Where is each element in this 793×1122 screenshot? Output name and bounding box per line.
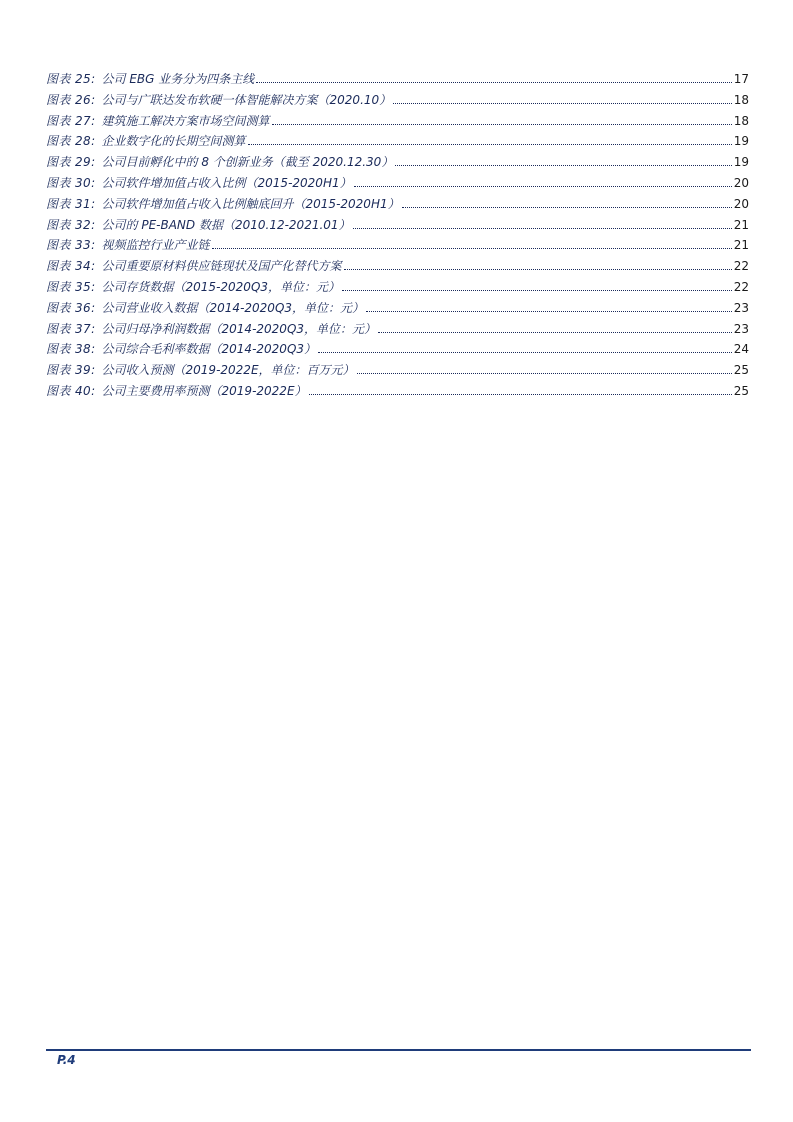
- toc-entry[interactable]: [46, 194, 749, 215]
- toc-leader-dots: [318, 352, 732, 353]
- toc-entry-title: 公司的 PE-BAND 数据（2010.12-2021.01）: [101, 217, 351, 232]
- toc-leader-dots: [353, 228, 732, 229]
- toc-entry-page: 20: [733, 175, 749, 190]
- toc-leader-dots: [248, 144, 732, 145]
- toc-entry-title: 公司重要原材料供应链现状及国产化替代方案: [101, 259, 342, 274]
- toc-entry-title: 公司软件增加值占收入比例（2015-2020H1）: [101, 175, 352, 190]
- toc-entry-page: 25: [733, 363, 749, 378]
- toc-entry[interactable]: [46, 173, 749, 194]
- toc-entry-page: 18: [733, 92, 749, 107]
- toc-leader-dots: [342, 290, 732, 291]
- toc-entry[interactable]: [46, 360, 749, 381]
- toc-entry-title: 企业数字化的长期空间测算: [101, 134, 246, 149]
- toc-entry-label: 图表 32:: [46, 217, 96, 232]
- toc-entry-title: 视频监控行业产业链: [101, 238, 210, 253]
- toc-entry-title: 公司收入预测（2019-2022E，单位：百万元）: [101, 363, 355, 378]
- toc-entry[interactable]: [46, 90, 749, 111]
- toc-entry-title: 公司与广联达发布软硬一体智能解决方案（2020.10）: [101, 92, 392, 107]
- toc-entry-title: 公司目前孵化中的 8 个创新业务（截至 2020.12.30）: [101, 155, 394, 170]
- toc-entry-page: 22: [733, 279, 749, 294]
- toc-entry[interactable]: [46, 235, 749, 256]
- toc-entry-page: 17: [733, 72, 749, 86]
- toc-leader-dots: [402, 207, 732, 208]
- toc-entry-label: 图表 37:: [46, 321, 96, 336]
- toc-entry-label: 图表 28:: [46, 134, 96, 149]
- toc-entry-title: 公司 EBG 业务分为四条主线: [101, 72, 255, 86]
- toc-leader-dots: [357, 373, 732, 374]
- toc-leader-dots: [366, 311, 732, 312]
- toc-entry-label: 图表 38:: [46, 342, 96, 357]
- toc-entry-title: 公司软件增加值占收入比例触底回升（2015-2020H1）: [101, 196, 400, 211]
- toc-entry-title: 公司营业收入数据（2014-2020Q3，单位：元）: [101, 300, 365, 315]
- toc-entry-label: 图表 36:: [46, 300, 96, 315]
- toc-entry-label: 图表 35:: [46, 279, 96, 294]
- toc-entry[interactable]: [46, 339, 749, 360]
- toc-entry-page: 21: [733, 217, 749, 232]
- footer-divider: [46, 1049, 751, 1051]
- toc-entry-label: 图表 34:: [46, 259, 96, 274]
- toc-leader-dots: [378, 332, 732, 333]
- toc-entry-title: 建筑施工解决方案市场空间测算: [101, 113, 270, 128]
- toc-entry-title: 公司存货数据（2015-2020Q3，单位：元）: [101, 279, 341, 294]
- toc-entry-label: 图表 27:: [46, 113, 96, 128]
- toc-entry[interactable]: [46, 277, 749, 298]
- toc-entry-title: 公司归母净利润数据（2014-2020Q3，单位：元）: [101, 321, 377, 336]
- toc-entry-page: 23: [733, 321, 749, 336]
- toc-entry-page: 19: [733, 155, 749, 170]
- toc-leader-dots: [354, 186, 732, 187]
- toc-entry-label: 图表 39:: [46, 363, 96, 378]
- table-of-figures: [46, 69, 749, 402]
- toc-entry-page: 19: [733, 134, 749, 149]
- toc-entry[interactable]: [46, 69, 749, 90]
- toc-entry-page: 21: [733, 238, 749, 253]
- toc-entry[interactable]: [46, 319, 749, 340]
- toc-entry-label: 图表 40:: [46, 383, 96, 398]
- toc-leader-dots: [393, 103, 732, 104]
- toc-entry[interactable]: [46, 131, 749, 152]
- toc-entry-page: 20: [733, 196, 749, 211]
- page-number: P.4: [57, 1053, 76, 1067]
- toc-leader-dots: [344, 269, 732, 270]
- toc-entry-label: 图表 25:: [46, 72, 96, 86]
- toc-leader-dots: [272, 124, 732, 125]
- toc-entry[interactable]: [46, 111, 749, 132]
- toc-entry-label: 图表 29:: [46, 155, 96, 170]
- toc-entry-page: 24: [733, 342, 749, 357]
- toc-entry[interactable]: [46, 298, 749, 319]
- toc-entry-title: 公司综合毛利率数据（2014-2020Q3）: [101, 342, 317, 357]
- toc-entry-title: 公司主要费用率预测（2019-2022E）: [101, 383, 307, 398]
- toc-entry[interactable]: [46, 381, 749, 402]
- toc-entry-page: 18: [733, 113, 749, 128]
- toc-leader-dots: [212, 248, 732, 249]
- toc-entry-label: 图表 30:: [46, 175, 96, 190]
- toc-leader-dots: [256, 82, 731, 83]
- toc-leader-dots: [309, 394, 732, 395]
- toc-entry-page: 23: [733, 300, 749, 315]
- toc-entry-page: 22: [733, 259, 749, 274]
- toc-entry-label: 图表 26:: [46, 92, 96, 107]
- toc-entry[interactable]: [46, 152, 749, 173]
- toc-entry[interactable]: [46, 256, 749, 277]
- toc-entry-page: 25: [733, 383, 749, 398]
- toc-leader-dots: [395, 165, 731, 166]
- toc-entry[interactable]: [46, 215, 749, 236]
- toc-entry-label: 图表 33:: [46, 238, 96, 253]
- toc-entry-label: 图表 31:: [46, 196, 96, 211]
